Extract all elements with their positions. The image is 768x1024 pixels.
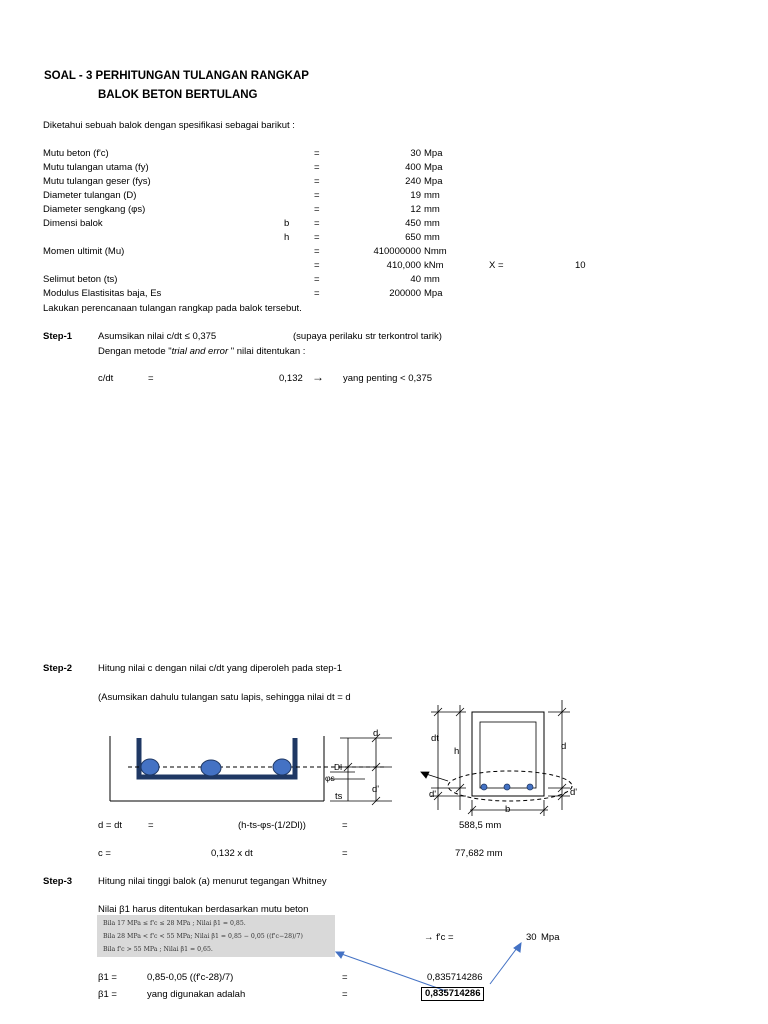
- spec-label: Dimensi balok: [43, 218, 103, 229]
- spec-equals: =: [314, 246, 320, 257]
- spec-equals: =: [314, 288, 320, 299]
- spec-label: Diameter sengkang (φs): [43, 204, 146, 215]
- spec-label: Modulus Elastisitas baja, Es: [43, 288, 162, 299]
- step3-line1: Hitung nilai tinggi balok (a) menurut tegangan Whitney: [98, 876, 327, 887]
- step2-line1: Hitung nilai c dengan nilai c/dt yang diperoleh pada step-1: [98, 663, 342, 674]
- step2-row1-formula: (h-ts-φs-(1/2Dl)): [238, 820, 306, 831]
- step3-row2-var: β1 =: [98, 989, 117, 1000]
- spec-equals: =: [314, 162, 320, 173]
- spec-unit: kNm: [424, 260, 444, 271]
- label-d-right: d: [561, 741, 567, 752]
- step1-note-2: yang penting < 0,375: [343, 373, 433, 384]
- label-b: b: [505, 804, 511, 815]
- spec-value: 650: [405, 232, 421, 243]
- step3-row1-result: 0,835714286: [427, 972, 483, 983]
- spec-equals: =: [314, 232, 320, 243]
- spec-value: 40: [410, 274, 421, 285]
- label-d-left: d: [373, 728, 379, 739]
- spec-label: Selimut beton (ts): [43, 274, 118, 285]
- step1-line2: Dengan metode "trial and error " nilai ditentukan :: [98, 346, 306, 357]
- spec-unit: mm: [424, 232, 440, 243]
- spec-unit: mm: [424, 190, 440, 201]
- spec-value: 410,000: [386, 260, 421, 271]
- spec-label: Mutu tulangan geser (fys): [43, 176, 151, 187]
- label-dl: Dl: [334, 762, 343, 772]
- step3-label: Step-3: [43, 876, 73, 887]
- label-h: h: [454, 746, 460, 757]
- spec-equals: =: [314, 176, 320, 187]
- spec-unit: Mpa: [424, 148, 443, 159]
- title-line-1: SOAL - 3 PERHITUNGAN TULANGAN RANGKAP: [44, 70, 309, 82]
- spec-unit: Mpa: [424, 288, 443, 299]
- step2-row2-formula: 0,132 x dt: [211, 848, 253, 859]
- step1-value: 0,132: [279, 373, 303, 384]
- spec-equals: =: [314, 148, 320, 159]
- label-dprime-right-1: d': [429, 789, 437, 800]
- right-rebars: [481, 784, 533, 790]
- spec-equals: =: [314, 204, 320, 215]
- spec-label: Mutu tulangan utama (fy): [43, 162, 149, 173]
- fc-unit: Mpa: [541, 932, 560, 943]
- fc-value: 30: [526, 932, 537, 943]
- intro-text: Diketahui sebuah balok dengan spesifikasi sebagai barikut :: [43, 120, 295, 131]
- spec-value: 19: [410, 190, 421, 201]
- spec-extra-value: 10: [575, 260, 586, 271]
- spec-sub-label: b: [284, 218, 290, 229]
- step2-label: Step-2: [43, 663, 73, 674]
- spec-value: 400: [405, 162, 421, 173]
- spec-unit: Mpa: [424, 162, 443, 173]
- step3-row1-var: β1 =: [98, 972, 117, 983]
- spec-unit: mm: [424, 218, 440, 229]
- label-dt: dt: [431, 733, 439, 744]
- step2-row2-var: c =: [98, 848, 111, 859]
- step3-row2-eq: =: [342, 989, 348, 1000]
- step3-row1-formula: 0,85-0,05 ((f'c-28)/7): [147, 972, 234, 983]
- label-ts: ts: [335, 791, 343, 802]
- title-line-2: BALOK BETON BERTULANG: [98, 89, 258, 101]
- spec-equals: =: [314, 260, 320, 271]
- step1-note: (supaya perilaku str terkontrol tarik): [293, 331, 442, 342]
- spec-unit: mm: [424, 204, 440, 215]
- label-dprime-left: d': [372, 784, 380, 795]
- label-phis: φs: [325, 773, 335, 783]
- step1-label: Step-1: [43, 331, 73, 342]
- fc-label: → f'c =: [424, 932, 454, 943]
- step3-row2-formula: yang digunakan adalah: [147, 989, 246, 1000]
- spec-label: Momen ultimit (Mu): [43, 246, 125, 257]
- spec-value: 30: [410, 148, 421, 159]
- step2-row1-eq2: =: [342, 820, 348, 831]
- spec-label: Diameter tulangan (D): [43, 190, 137, 201]
- step1-line1: Asumsikan nilai c/dt ≤ 0,375: [98, 331, 217, 342]
- spec-value: 200000: [389, 288, 421, 299]
- spec-value: 410000000: [373, 246, 421, 257]
- spec-extra-label: X =: [489, 260, 504, 271]
- beta1-rule-2: Bila 28 MPa < f'c < 55 MPa; Nilai β1 = 0,85 − 0,05 ((f'c−28)/7): [103, 933, 303, 940]
- spec-label: Mutu beton (f'c): [43, 148, 109, 159]
- spec-value: 240: [405, 176, 421, 187]
- spec-equals: =: [314, 190, 320, 201]
- beta1-rules-image: [97, 915, 335, 957]
- spec-value: 450: [405, 218, 421, 229]
- step2-line2: (Asumsikan dahulu tulangan satu lapis, sehingga nilai dt = d: [98, 692, 351, 703]
- step2-row1-result: 588,5 mm: [459, 820, 502, 831]
- step1-var: c/dt: [98, 373, 114, 384]
- step2-row1-var: d = dt: [98, 820, 123, 831]
- spec-value: 12: [410, 204, 421, 215]
- step3-row1-eq: =: [342, 972, 348, 983]
- beta1-result-box: 0,835714286: [421, 987, 484, 1001]
- right-section-diagram: [421, 700, 572, 816]
- beta1-rule-3: Bila f'c > 55 MPa ; Nilai β1 = 0,65.: [103, 946, 213, 953]
- spec-equals: =: [314, 274, 320, 285]
- step2-row2-result: 77,682 mm: [455, 848, 503, 859]
- step2-row1-eq1: =: [148, 820, 154, 831]
- spec-unit: Mpa: [424, 176, 443, 187]
- beta1-rule-1: Bila 17 MPa ≤ f'c ≤ 28 MPa ; Nilai β1 = 0,85.: [103, 920, 246, 927]
- spec-sub-label: h: [284, 232, 290, 243]
- task-text: Lakukan perencanaan tulangan rangkap pada balok tersebut.: [43, 303, 302, 314]
- label-dprime-right-2: d': [570, 787, 578, 798]
- step1-eq: =: [148, 373, 154, 384]
- spec-unit: Nmm: [424, 246, 447, 257]
- step3-line2: Nilai β1 harus ditentukan berdasarkan mutu beton: [98, 904, 309, 915]
- step1-arrow: →: [312, 370, 324, 384]
- step2-row2-eq: =: [342, 848, 348, 859]
- spec-equals: =: [314, 218, 320, 229]
- spec-unit: mm: [424, 274, 440, 285]
